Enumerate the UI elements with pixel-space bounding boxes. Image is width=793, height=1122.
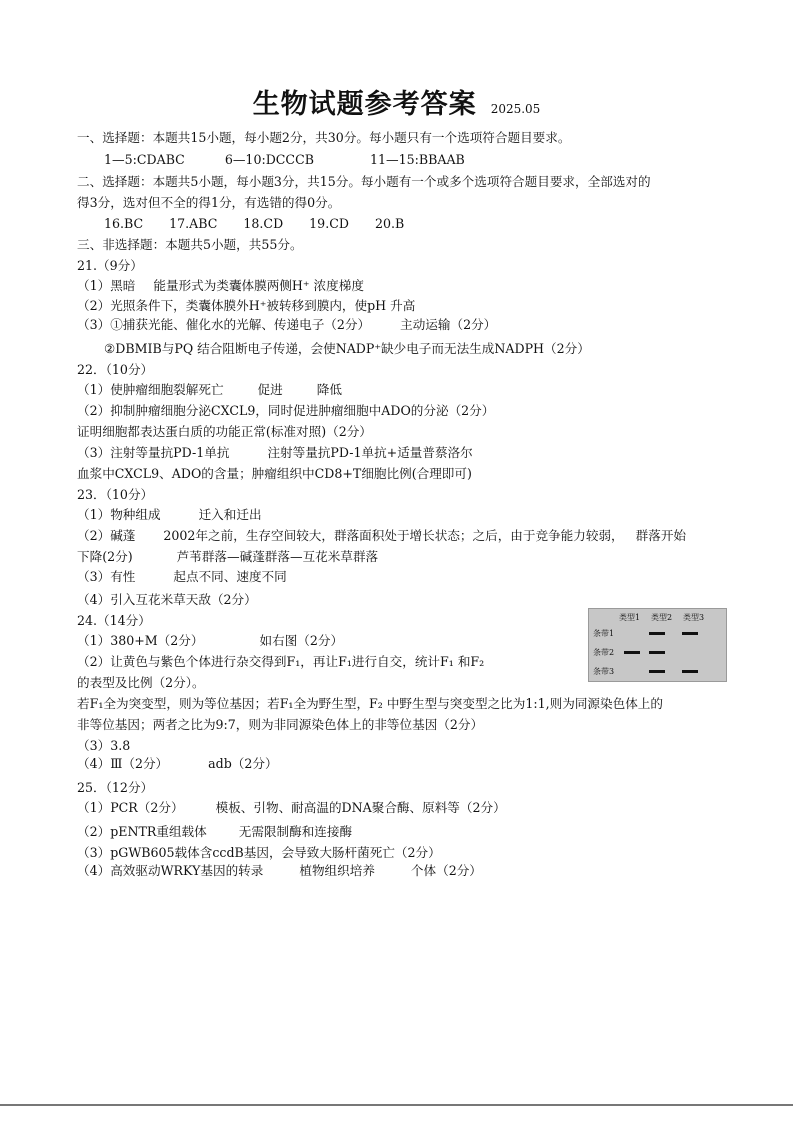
q22-p1-a: （1）使肿瘤细胞裂解死亡 [77, 382, 224, 397]
answer-item: 19.CD [309, 216, 349, 231]
q25-title: 25．（12分） [77, 780, 154, 795]
gel-band [682, 632, 698, 635]
q23-p2-a: （2）碱蓬 [77, 528, 136, 543]
q23-part3 [77, 569, 287, 585]
q22-p1-c: 降低 [316, 382, 342, 397]
q22-title: 22．（10分） [77, 362, 154, 377]
q21-part1 [77, 278, 364, 294]
q21-p1-a: （1）黑暗 [77, 278, 136, 293]
q22-p3-a: （3）注射等量抗PD-1单抗 [77, 445, 230, 460]
q21-part3-second: ②DBMIB与PQ 结合阻断电子传递，会使NADP⁺缺少电子而无法生成NADPH（2分） [104, 341, 590, 356]
q23-part2-cont [77, 549, 378, 565]
q24-part2-cont: 的表型及比例（2分）。 [77, 675, 205, 690]
q23-p3-b: 起点不同、速度不同 [173, 569, 287, 584]
q23-part2 [77, 528, 686, 544]
q24-part2: （2）让黄色与紫色个体进行杂交得到F₁，再让F₁进行自交，统计F₁ 和F₂ [77, 654, 485, 669]
q22-part1 [77, 382, 342, 398]
answer-item: 17.ABC [169, 216, 218, 231]
q25-part3: （3）pGWB605载体含ccdB基因，会导致大肠杆菌死亡（2分） [77, 845, 441, 860]
q21-p3-b: 主动运输（2分） [400, 317, 497, 332]
q25-p2-a: （2）pENTR重组载体 [77, 824, 207, 839]
figure-column-label: 类型3 [683, 613, 705, 622]
q22-part2: （2）抑制肿瘤细胞分泌CXCL9，同时促进肿瘤细胞中ADO的分泌（2分） [77, 403, 495, 418]
q23-p2-b: 2002年之前，生存空间较大，群落面积处于增长状态；之后，由于竞争能力较弱， [163, 528, 624, 543]
q23-p1-a: （1）物种组成 [77, 507, 161, 522]
q25-p4-c: 个体（2分） [410, 863, 482, 878]
q23-part1 [77, 507, 262, 523]
q24-p1-a: （1）380+M（2分） [77, 633, 204, 648]
gel-band [649, 651, 665, 654]
figure-row-label: 条带2 [593, 648, 615, 657]
q25-part4 [77, 863, 482, 879]
q24-p4-a: （4）Ⅲ（2分） [77, 756, 169, 771]
q24-p4-b: adb（2分） [208, 756, 278, 771]
q25-p4-a: （4）高效驱动WRKY基因的转录 [77, 863, 264, 878]
q22-p1-b: 促进 [257, 382, 283, 397]
q21-title: 21.（9分） [77, 258, 143, 273]
q24-p1-b: 如右图（2分） [259, 633, 344, 648]
q21-p1-b: 能量形式为类囊体膜两侧H⁺ 浓度梯度 [153, 278, 364, 293]
q21-p3-a: （3）①捕获光能、催化水的光解、传递电子（2分） [77, 317, 371, 332]
q21-part2: （2）光照条件下，类囊体膜外H⁺被转移到膜内，使pH 升高 [77, 298, 416, 313]
q25-p4-b: 植物组织培养 [299, 863, 375, 878]
page-bottom-divider [0, 1104, 793, 1106]
answer-group: 11—15:BBAAB [369, 152, 465, 167]
q25-part2 [77, 824, 352, 840]
gel-band [649, 670, 665, 673]
section2-heading-line2: 得3分，选对但不全的得1分，有选错的得0分。 [77, 195, 341, 210]
section2-answers [104, 216, 404, 232]
section3-heading: 三、非选择题：本题共5小题，共55分。 [77, 237, 303, 252]
q25-p1-a: （1）PCR（2分） [77, 800, 184, 815]
answer-item: 18.CD [243, 216, 284, 231]
q24-title: 24.（14分） [77, 613, 151, 628]
figure-row-label: 条带3 [593, 667, 615, 676]
section1-answers [104, 152, 465, 168]
q23-p2-cont-b: 芦苇群落—碱蓬群落—互花米草群落 [176, 549, 379, 564]
section1-heading: 一、选择题：本题共15小题，每小题2分，共30分。每小题只有一个选项符合题目要求。 [77, 130, 571, 145]
q22-p3-b: 注射等量抗PD-1单抗+适量普蔡洛尔 [267, 445, 473, 460]
gel-band [649, 632, 665, 635]
q23-p2-c: 群落开始 [635, 528, 687, 543]
q24-part2-line3: 若F₁全为突变型，则为等位基因；若F₁全为野生型，F₂ 中野生型与突变型之比为1:1,则为同源染色体上的 [77, 696, 663, 711]
exam-date: 2025.05 [490, 102, 541, 116]
q22-part3-cont: 血浆中CXCL9、ADO的含量；肿瘤组织中CD8+T细胞比例(合理即可) [77, 466, 472, 481]
answer-group: 6—10:DCCCB [224, 152, 314, 167]
q24-part1 [77, 633, 343, 649]
page-title: 生物试题参考答案 [252, 89, 477, 120]
answer-item: 16.BC [104, 216, 144, 231]
q25-p2-b: 无需限制酶和连接酶 [238, 824, 353, 839]
section2-heading-line1: 二、选择题：本题共5小题，每小题3分，共15分。每小题有一个或多个选项符合题目要求，全部选对的 [77, 174, 651, 189]
gel-band [624, 651, 640, 654]
figure-row-label: 条带1 [593, 629, 615, 638]
q23-p1-b: 迁入和迁出 [198, 507, 262, 522]
q24-part3: （3）3.8 [77, 738, 131, 753]
q22-part3 [77, 445, 473, 461]
q24-part2-line4: 非等位基因；两者之比为9:7，则为非同源染色体上的非等位基因（2分） [77, 717, 484, 732]
q25-p1-b: 模板、引物、耐高温的DNA聚合酶、原料等（2分） [215, 800, 506, 815]
q22-part2-cont: 证明细胞都表达蛋白质的功能正常(标准对照)（2分） [77, 424, 372, 439]
answer-group: 1—5:CDABC [104, 152, 185, 167]
q25-part1 [77, 800, 506, 816]
q23-title: 23．（10分） [77, 487, 154, 502]
q23-p2-cont-a: 下降(2分) [77, 549, 133, 564]
figure-column-label: 类型1 [619, 613, 641, 622]
q23-p3-a: （3）有性 [77, 569, 136, 584]
q24-part4 [77, 756, 278, 772]
electrophoresis-figure [588, 608, 727, 682]
q21-part3 [77, 317, 496, 333]
answer-item: 20.B [374, 216, 405, 231]
gel-band [682, 670, 698, 673]
q23-part4: （4）引入互花米草天敌（2分） [77, 592, 257, 607]
page-header [0, 82, 793, 121]
figure-column-label: 类型2 [651, 613, 673, 622]
